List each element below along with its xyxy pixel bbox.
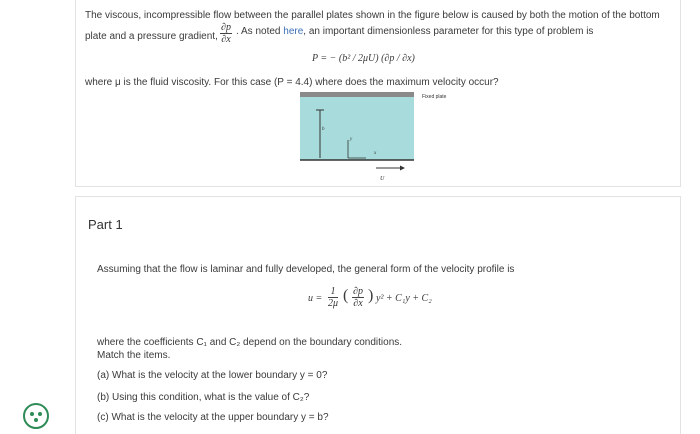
intro-line-2-pre: plate and a pressure gradient,	[85, 31, 218, 42]
fixed-plate-label: Fixed plate	[422, 94, 447, 100]
x-axis-label: x	[374, 151, 377, 156]
intro-line-2-mid: . As noted	[236, 26, 281, 37]
coef-denominator: 2μ	[328, 298, 339, 309]
y-axis-label: y	[350, 137, 353, 142]
item-a: (a) What is the velocity at the lower boundary y = 0?	[97, 370, 328, 381]
here-link[interactable]: here	[283, 26, 304, 37]
velocity-label: U	[380, 176, 385, 182]
left-paren: (	[343, 287, 349, 304]
velocity-coef-fraction	[328, 286, 338, 309]
velocity-arrowhead	[400, 166, 405, 171]
dimensionless-parameter-equation: P = − (b² / 2μU) (∂p / ∂x)	[312, 53, 415, 64]
parallel-plates-figure	[296, 88, 486, 188]
question-text: where μ is the fluid viscosity. For this case (P = 4.4) where does the maximum velocity occur?	[85, 77, 499, 88]
fluid-region	[300, 96, 414, 160]
coef-numerator: 1	[328, 286, 338, 298]
part-title: Part 1	[88, 217, 123, 232]
velocity-eq-lhs: u =	[308, 293, 323, 304]
item-c: (c) What is the velocity at the upper boundary y = b?	[97, 412, 329, 423]
gradient-denominator: ∂x	[353, 298, 363, 309]
velocity-eq-rest: y² + C₁y + C₂	[376, 293, 432, 304]
intro-line-1: The viscous, incompressible flow between the parallel plates shown in the figure below is caused by both the motion of the bottom	[85, 10, 660, 21]
accessibility-icon[interactable]	[22, 402, 50, 430]
part-1-panel	[75, 196, 681, 434]
gradient-numerator: ∂p	[353, 286, 363, 297]
coefficients-text: where the coefficients C₁ and C₂ depend on the boundary conditions.	[97, 337, 403, 348]
velocity-gradient-fraction	[352, 286, 364, 309]
intro-line-2-post: , an important dimensionless parameter for this type of problem is	[303, 26, 594, 37]
right-paren: )	[368, 287, 374, 304]
fraction-numerator: ∂p	[221, 22, 231, 33]
intro-line-2-rest	[236, 26, 593, 37]
problem-statement-panel	[75, 0, 681, 187]
gap-label: b	[322, 127, 325, 132]
match-items-text: Match the items.	[97, 350, 171, 361]
pressure-gradient-fraction	[220, 22, 232, 45]
fraction-denominator: ∂x	[221, 34, 231, 45]
fixed-top-plate	[300, 92, 414, 97]
item-b: (b) Using this condition, what is the value of C₂?	[97, 392, 310, 403]
profile-intro-text: Assuming that the flow is laminar and fully developed, the general form of the velocity profile is	[97, 264, 515, 275]
